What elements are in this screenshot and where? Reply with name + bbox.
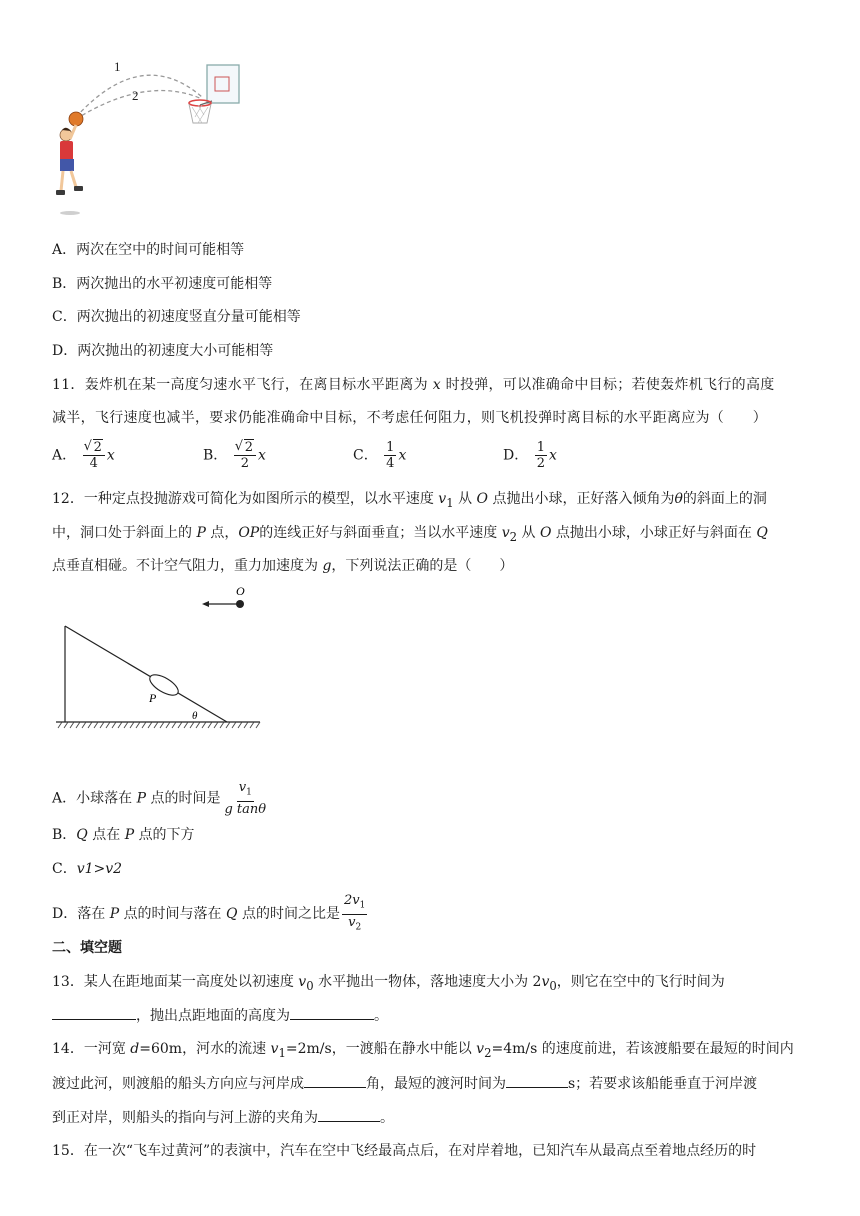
q14-stem-line3: 到正对岸，则船头的指向与河上游的夹角为 。 — [52, 1107, 394, 1128]
q12-option-d: D．落在 P 点的时间与落在 Q 点的时间之比是 $\frac{2v_1}{v_2}$ — [52, 893, 366, 933]
q14-blank-2[interactable] — [506, 1073, 568, 1088]
q12-option-c: C．v1>v2 — [52, 861, 123, 877]
section-title: 二、填空题 — [52, 940, 122, 956]
q13-stem-line2: ，抛出点距地面的高度为 。 — [52, 1005, 388, 1026]
q15-stem-line1: 15．在一次“飞车过黄河”的表演中，汽车在空中飞经最高点后，在对岸着地，已知汽车从最高点至着地点经历的时 — [52, 1143, 757, 1159]
q10-option-c: C．两次抛出的初速度竖直分量可能相等 — [52, 309, 301, 325]
trajectory-1 — [76, 75, 202, 117]
q13-blank-1[interactable] — [52, 1005, 136, 1020]
q10-option-d: D．两次抛出的初速度大小可能相等 — [52, 343, 274, 359]
basketball — [69, 112, 83, 126]
q14-stem-line1: 14．一河宽 d=60m，河水的流速 $v_1=2m/s$，一渡船在静水中能以 $v_2=4m/s$ 的速度前进，若该渡船要在最短的时间内 — [52, 1041, 794, 1060]
q11-option-b: B． √ $\frac{2}{2}$ x — [203, 440, 266, 471]
q12-option-a: A．小球落在 P 点的时间是 $\frac{v_1}{\text{g tanθ}}$ — [52, 780, 267, 817]
q12-stem-line2: 中，洞口处于斜面上的 P 点，OP的连线正好与斜面垂直；当以水平速度 $v_2$ 从 O 点抛出小球，小球正好与斜面在 Q — [52, 525, 768, 544]
q11-option-a: A． √ $\frac{2}{4}$ x — [52, 440, 115, 471]
basketball-figure — [52, 55, 252, 225]
q12-stem-line3: 点垂直相碰。不计空气阻力，重力加速度为 g，下列说法正确的是（ ） — [52, 558, 514, 574]
q12-option-b: B．Q 点在 P 点的下方 — [52, 827, 195, 843]
incline — [56, 626, 260, 728]
trajectory-2 — [76, 91, 202, 119]
trajectory-2-label: 2 — [132, 88, 139, 103]
label-o: O — [236, 584, 245, 598]
ground-hatch — [58, 722, 260, 728]
q13-blank-2[interactable] — [290, 1005, 374, 1020]
slope-figure — [52, 582, 267, 732]
q12-stem-line1: 12．一种定点投抛游戏可简化为如图所示的模型，以水平速度 $v_1$ 从 O 点抛出小球，正好落入倾角为θ的斜面上的洞 — [52, 491, 767, 510]
q14-blank-1[interactable] — [304, 1073, 366, 1088]
trajectory-1-label: 1 — [114, 59, 121, 74]
q14-blank-3[interactable] — [318, 1107, 380, 1122]
q11-option-d: D． $\frac{1}{2}$ x — [503, 440, 557, 471]
q11-stem-line2: 减半，飞行速度也减半，要求仍能准确命中目标，不考虑任何阻力，则飞机投弹时离目标的水平距离应为（ ） — [52, 410, 767, 426]
label-p: P — [149, 691, 157, 705]
q11-stem-line1: 11．轰炸机在某一高度匀速水平飞行，在离目标水平距离为 x 时投弹，可以准确命中目标；若使轰炸机飞行的高度 — [52, 377, 775, 393]
q10-option-a: A．两次在空中的时间可能相等 — [52, 242, 245, 258]
basketball-hoop — [189, 65, 239, 123]
player — [56, 125, 83, 215]
launch-point — [202, 584, 245, 608]
q13-stem-line1: 13．某人在距地面某一高度处以初速度 $v_0$ 水平抛出一物体，落地速度大小为 $2v_0$，则它在空中的飞行时间为 — [52, 974, 725, 993]
label-theta: θ — [192, 710, 198, 722]
q14-stem-line2: 渡过此河，则渡船的船头方向应与河岸成 角，最短的渡河时间为 s；若要求该船能垂直于河岸渡 — [52, 1073, 757, 1094]
q10-option-b: B．两次抛出的水平初速度可能相等 — [52, 276, 273, 292]
q11-option-c: C． $\frac{1}{4}$ x — [353, 440, 407, 471]
